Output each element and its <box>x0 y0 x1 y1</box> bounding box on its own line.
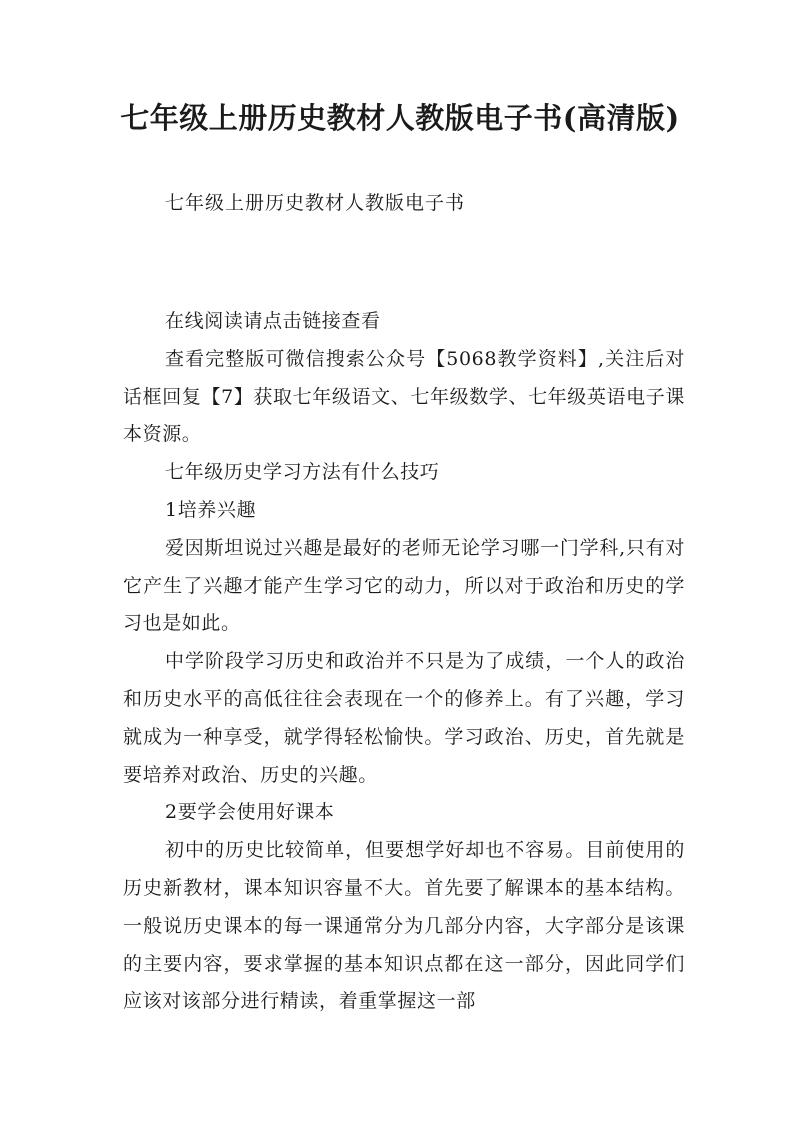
document-subtitle: 七年级上册历史教材人教版电子书 <box>165 192 466 214</box>
document-body <box>123 303 685 1021</box>
document-title: 七年级上册历史教材人教版电子书(高清版) <box>120 101 680 135</box>
paragraph-middle-school-history: 中学阶段学习历史和政治并不只是为了成绩，一个人的政治和历史水平的高低往往会表现在一个的修养上。有了兴趣，学习就成为一种享受，就学得轻松愉快。学习政治、历史，首先就是要培养对政治、历史的兴趣。 <box>123 650 685 786</box>
heading-cultivate-interest: 1培养兴趣 <box>165 498 257 521</box>
heading-use-textbook: 2要学会使用好课本 <box>165 801 335 824</box>
paragraph-einstein-interest: 爱因斯坦说过兴趣是最好的老师无论学习哪一门学科,只有对它产生了兴趣才能产生学习它的动力，所以对于政治和历史的学习也是如此。 <box>123 536 685 635</box>
heading-study-methods: 七年级历史学习方法有什么技巧 <box>165 461 440 484</box>
paragraph-online-reading: 在线阅读请点击链接查看 <box>165 310 381 332</box>
paragraph-wechat-instructions: 查看完整版可微信搜索公众号【5068教学资料】,关注后对话框回复【7】获取七年级语文、七年级数学、七年级英语电子课本资源。 <box>123 347 685 446</box>
paragraph-textbook-structure: 初中的历史比较简单，但要想学好却也不容易。目前使用的历史新教材，课本知识容量不大。首先要了解课本的基本结构。一般说历史课本的每一课通常分为几部分内容，大字部分是该课的主要内容，要求掌握的基本知识点都在这一部分，因此同学们应该对该部分进行精读，着重掌握这一部 <box>123 839 685 1013</box>
